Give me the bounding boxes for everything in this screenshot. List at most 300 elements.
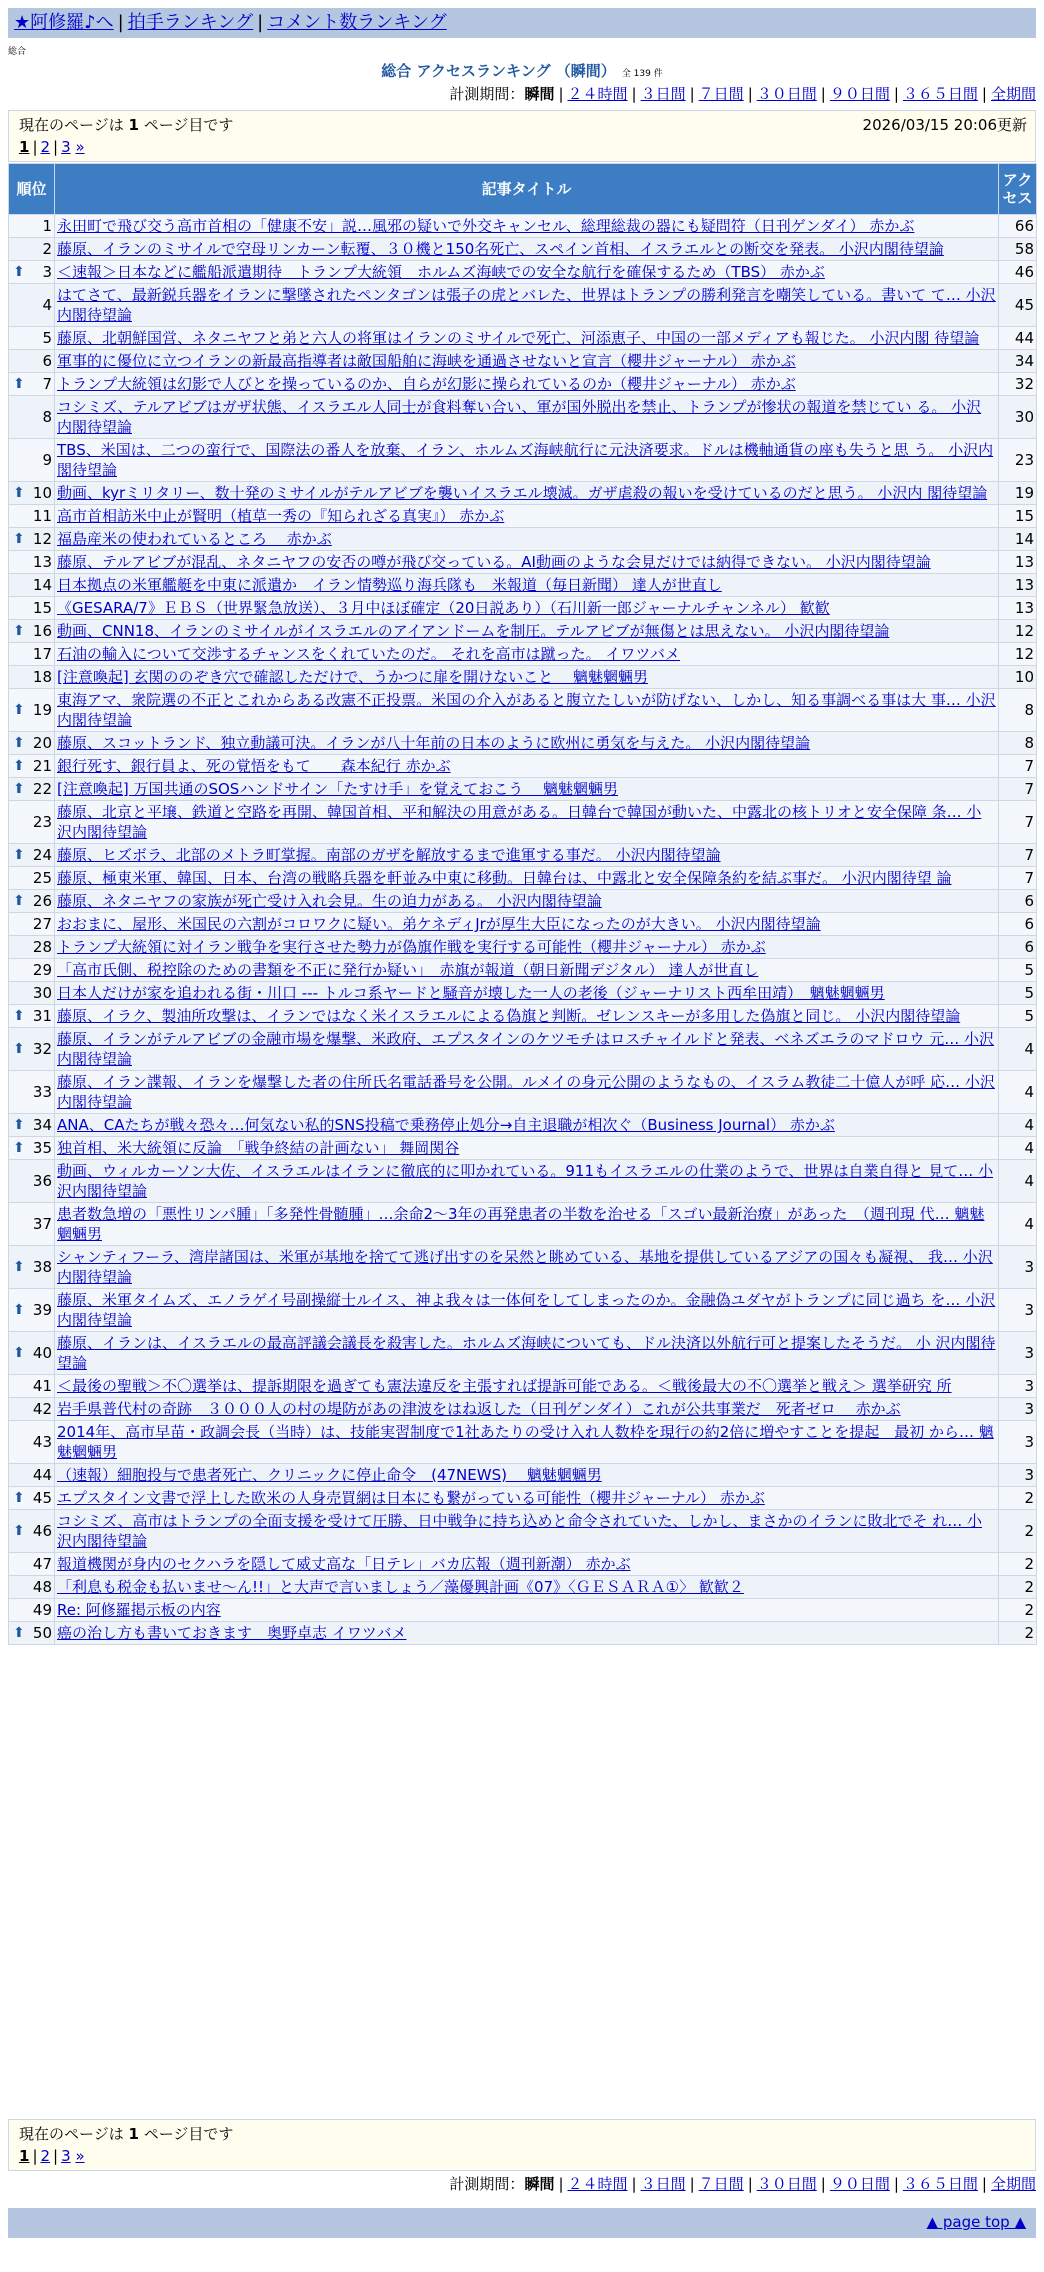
period-item-active: 瞬間	[524, 85, 555, 103]
rank-cell	[9, 528, 55, 551]
access-count: 8	[999, 689, 1037, 732]
category-label: 総合	[8, 47, 27, 57]
title-cell	[55, 1246, 999, 1289]
title-cell	[55, 261, 999, 284]
page-link[interactable]: 2	[40, 138, 51, 156]
table-row	[9, 844, 1037, 867]
table-row	[9, 1622, 1037, 1645]
period-link[interactable]: ７日間	[698, 85, 744, 103]
article-link[interactable]: [注意喚起] 玄関ののぞき穴で確認しただけで、うかつに扉を開けないこと 魑魅魍魎男	[57, 668, 648, 686]
rank-cell	[9, 551, 55, 574]
table-row	[9, 1510, 1037, 1553]
table-row	[9, 528, 1037, 551]
article-link[interactable]: おおまに、屋形、米国民の六割がコロワクに疑い。弟ケネディJrが厚生大臣になったのが大きい。 小沢内閣待望論	[57, 915, 821, 933]
rank-number: 36	[32, 1172, 52, 1190]
rank-cell	[9, 1028, 55, 1071]
access-count: 15	[999, 505, 1037, 528]
rank-number: 35	[32, 1139, 52, 1157]
title-cell	[55, 373, 999, 396]
access-count: 7	[999, 778, 1037, 801]
rank-number: 7	[42, 375, 52, 393]
ranking-title-text: 総合 アクセスランキング （瞬間）	[381, 62, 616, 80]
title-cell	[55, 350, 999, 373]
access-count: 3	[999, 1398, 1037, 1421]
rank-cell	[9, 505, 55, 528]
title-cell	[55, 1028, 999, 1071]
rank-cell	[9, 620, 55, 643]
period-separator: |	[689, 2175, 695, 2193]
access-count: 5	[999, 982, 1037, 1005]
article-link[interactable]: 日本人だけが家を追われる街・川口 --- トルコ系ヤードと騒音が壊した一人の老後（ジャーナリスト西牟田靖） 魑魅魍魎男	[57, 984, 885, 1002]
access-count: 66	[999, 215, 1037, 238]
title-cell	[55, 643, 999, 666]
article-link[interactable]: 藤原、イラン諜報、イランを爆撃した者の住所氏名電話番号を公開。ルメイの身元公開のようなもの、イスラム教徒二十億人が呼 応… 小沢内閣待望論	[57, 1073, 995, 1111]
article-link[interactable]: 藤原、イラク、製油所攻撃は、イランではなく米イスラエルによる偽旗と判断。ゼレンスキーが多用した偽旗と同じ。 小沢内閣待望論	[57, 1007, 961, 1025]
article-link[interactable]: トランプ大統領に対イラン戦争を実行させた勢力が偽旗作戦を実行する可能性（櫻井ジャーナル） 赤かぶ	[57, 938, 766, 956]
period-link[interactable]: ２４時間	[567, 2175, 628, 2193]
rank-cell	[9, 1510, 55, 1553]
article-link[interactable]: [注意喚起] 万国共通のSOSハンドサイン「たすけ手」を覚えておこう 魑魅魍魎男	[57, 780, 619, 798]
current-page-text: 現在のページは 1 ページ目です	[19, 2125, 234, 2143]
rank-number: 34	[32, 1116, 52, 1134]
rank-cell	[9, 261, 55, 284]
table-row	[9, 643, 1037, 666]
bottom-bar	[8, 2208, 1036, 2238]
title-cell	[55, 1332, 999, 1375]
pagination-bottom	[19, 2146, 1025, 2166]
article-link[interactable]: はてさて、最新鋭兵器をイランに撃墜されたペンタゴンは張子の虎とバレた、世界はトランプの勝利発言を嘲笑している。書いて て… 小沢内閣待望論	[57, 286, 996, 324]
access-count: 58	[999, 238, 1037, 261]
article-link[interactable]: エプスタイン文書で浮上した欧米の人身売買網は日本にも繋がっている可能性（櫻井ジャーナル） 赤かぶ	[57, 1489, 765, 1507]
rank-number: 14	[32, 576, 52, 594]
article-link[interactable]: 藤原、イランがテルアビブの金融市場を爆撃、米政府、エプスタインのケツモチはロスチャイルドと発表、ベネズエラのマドロウ 元… 小沢内閣待望論	[57, 1030, 994, 1068]
access-count: 8	[999, 732, 1037, 755]
article-link[interactable]: ＜速報＞日本などに艦船派遣期待 トランプ大統領 ホルムズ海峡での安全な航行を確保するため（TBS） 赤かぶ	[57, 263, 825, 281]
current-page-text: 現在のページは 1 ページ目です	[19, 116, 234, 134]
next-page-link[interactable]: »	[75, 138, 85, 156]
period-link[interactable]: ２４時間	[567, 85, 628, 103]
access-count: 2	[999, 1553, 1037, 1576]
rank-up-arrow-icon: ⬆	[13, 485, 25, 501]
period-label: 計測期間：	[449, 2175, 525, 2193]
access-count: 3	[999, 1289, 1037, 1332]
table-row	[9, 261, 1037, 284]
title-cell	[55, 1375, 999, 1398]
article-link[interactable]: 2014年、高市早苗・政調会長（当時）は、技能実習制度で1社あたりの受け入れ人数枠を現行の約2倍に増やすことを提起 最初 から… 魑魅魍魎男	[57, 1423, 994, 1461]
rank-number: 16	[32, 622, 52, 640]
article-link[interactable]: ＜最後の聖戦＞不〇選挙は、提訴期限を過ぎても憲法違反を主張すれば提訴可能である。＜戦後最大の不〇選挙と戦え＞ 選挙研究 所	[57, 1377, 952, 1395]
home-link[interactable]: ★阿修羅♪へ	[14, 12, 114, 33]
title-cell	[55, 528, 999, 551]
article-link[interactable]: 報道機関が身内のセクハラを隠して威丈高な「日テレ」バカ広報（週刊新潮） 赤かぶ	[57, 1555, 631, 1573]
rank-cell	[9, 238, 55, 261]
rank-up-arrow-icon: ⬆	[13, 1008, 25, 1024]
access-count: 12	[999, 643, 1037, 666]
table-row	[9, 439, 1037, 482]
rank-cell	[9, 1160, 55, 1203]
rank-cell	[9, 1487, 55, 1510]
period-link[interactable]: ３日間	[640, 2175, 686, 2193]
rank-cell	[9, 284, 55, 327]
rank-cell	[9, 439, 55, 482]
rank-up-arrow-icon: ⬆	[13, 893, 25, 909]
rank-up-arrow-icon: ⬆	[13, 264, 25, 280]
article-link[interactable]: 軍事的に優位に立つイランの新最高指導者は敵国船舶に海峡を通過させないと宣言（櫻井ジャーナル） 赤かぶ	[57, 352, 796, 370]
article-link[interactable]: Re: 阿修羅掲示板の内容	[57, 1601, 221, 1619]
rank-number: 30	[32, 984, 52, 1002]
access-count: 3	[999, 1375, 1037, 1398]
title-cell	[55, 505, 999, 528]
nav-separator: |	[117, 12, 124, 33]
article-link[interactable]: 藤原、北京と平壌、鉄道と空路を再開、韓国首相、平和解決の用意がある。日韓台で韓国が動いた、中露北の核トリオと安全保障 条… 小沢内閣待望論	[57, 803, 982, 841]
article-link[interactable]: 動画、ウィルカーソン大佐、イスラエルはイランに徹底的に叩かれている。911もイスラエルの仕業のようで、世界は自業自得と 見て… 小沢内閣待望論	[57, 1162, 994, 1200]
rank-cell	[9, 982, 55, 1005]
article-link[interactable]: 藤原、テルアビブが混乱、ネタニヤフの安否の噂が飛び交っている。AI動画のような会見だけでは納得できない。 小沢内閣待望論	[57, 553, 931, 571]
table-row	[9, 597, 1037, 620]
rank-number: 29	[32, 961, 52, 979]
rank-cell	[9, 482, 55, 505]
period-selector-bottom	[449, 2174, 1036, 2194]
title-cell	[55, 755, 999, 778]
table-row	[9, 1421, 1037, 1464]
rank-cell	[9, 1289, 55, 1332]
article-link[interactable]: 藤原、ヒズボラ、北部のメトラ町掌握。南部のガザを解放するまで進軍する事だ。 小沢内閣待望論	[57, 846, 721, 864]
col-title-header: 記事タイトル	[55, 164, 999, 215]
title-cell	[55, 689, 999, 732]
title-cell	[55, 1114, 999, 1137]
access-count: 5	[999, 1005, 1037, 1028]
rank-number: 47	[32, 1555, 52, 1573]
rank-number: 42	[32, 1400, 52, 1418]
period-link[interactable]: ３０日間	[756, 85, 817, 103]
rank-number: 25	[32, 869, 52, 887]
access-count: 3	[999, 1246, 1037, 1289]
rank-number: 2	[42, 240, 52, 258]
rank-cell	[9, 936, 55, 959]
title-cell	[55, 890, 999, 913]
period-link[interactable]: ３６５日間	[902, 85, 978, 103]
rank-cell	[9, 732, 55, 755]
rank-cell	[9, 597, 55, 620]
rank-number: 5	[42, 329, 52, 347]
period-link[interactable]: ３６５日間	[902, 2175, 978, 2193]
rank-cell	[9, 1398, 55, 1421]
rank-number: 28	[32, 938, 52, 956]
table-row	[9, 505, 1037, 528]
title-cell	[55, 732, 999, 755]
rank-cell	[9, 350, 55, 373]
rank-number: 45	[32, 1489, 52, 1507]
period-label: 計測期間：	[449, 85, 525, 103]
rank-cell	[9, 1599, 55, 1622]
rank-cell	[9, 643, 55, 666]
period-separator: |	[820, 85, 826, 103]
rank-number: 49	[32, 1601, 52, 1619]
article-link[interactable]: 東海アマ、衆院選の不正とこれからある改憲不正投票。米国の介入があると腹立たしいが防げない、しかし、知る事調べる事は大 事… 小沢内閣待望論	[57, 691, 996, 729]
title-cell	[55, 867, 999, 890]
article-link[interactable]: 永田町で飛び交う高市首相の「健康不安」説…風邪の疑いで外交キャンセル、総理総裁の器にも疑問符（日刊ゲンダイ） 赤かぶ	[57, 217, 915, 235]
period-separator: |	[981, 2175, 987, 2193]
table-row	[9, 396, 1037, 439]
article-link[interactable]: コシミズ、テルアビブはガザ状態、イスラエル人同士が食料奪い合い、軍が国外脱出を禁止、トランプが惨状の報道を禁じてい る。 小沢内閣待望論	[57, 398, 982, 436]
article-link[interactable]: 藤原、スコットランド、独立動議可決。イランが八十年前の日本のように欧州に勇気を与えた。 小沢内閣待望論	[57, 734, 811, 752]
title-cell	[55, 396, 999, 439]
period-separator: |	[747, 85, 753, 103]
period-link[interactable]: 全期間	[990, 2175, 1036, 2193]
title-cell	[55, 1553, 999, 1576]
nav-separator: |	[257, 12, 264, 33]
article-link[interactable]: TBS、米国は、二つの蛮行で、国際法の番人を放棄、イラン、ホルムズ海峡航行に元決済要求。ドルは機軸通貨の座も失うと思 う。 小沢内閣待望論	[57, 441, 994, 479]
period-separator: |	[893, 2175, 899, 2193]
period-separator: |	[631, 85, 637, 103]
article-link[interactable]: 動画、kyrミリタリー、数十発のミサイルがテルアビブを襲いイスラエル壊滅。ガザ虐殺の報いを受けているのだと思う。 小沢内 閣待望論	[57, 484, 988, 502]
access-count: 2	[999, 1599, 1037, 1622]
total-count: 全 139 件	[621, 69, 663, 79]
period-link[interactable]: 全期間	[990, 85, 1036, 103]
period-separator: |	[981, 85, 987, 103]
article-link[interactable]: 動画、CNN18、イランのミサイルがイスラエルのアイアンドームを制圧。テルアビブが無傷とは思えない。 小沢内閣待望論	[57, 622, 890, 640]
title-cell	[55, 439, 999, 482]
rank-up-arrow-icon: ⬆	[13, 1302, 25, 1318]
page-link[interactable]: 2	[40, 2147, 51, 2165]
pagination-top	[19, 137, 1025, 157]
rank-number: 15	[32, 599, 52, 617]
access-count: 12	[999, 620, 1037, 643]
table-row	[9, 778, 1037, 801]
title-cell	[55, 982, 999, 1005]
access-count: 34	[999, 350, 1037, 373]
col-access-header: アクセス	[999, 164, 1037, 215]
rank-cell	[9, 1071, 55, 1114]
article-link[interactable]: 独首相、米大統領に反論 「戦争終結の計画ない」 舞岡関谷	[57, 1139, 460, 1157]
access-count: 13	[999, 597, 1037, 620]
title-cell	[55, 1421, 999, 1464]
rank-number: 19	[32, 701, 52, 719]
pagination-separator: |	[32, 138, 38, 156]
rank-cell	[9, 801, 55, 844]
title-cell	[55, 1487, 999, 1510]
article-link[interactable]: ANA、CAたちが戦々恐々…何気ない私的SNS投稿で乗務停止処分→自主退職が相次ぐ（Business Journal） 赤かぶ	[57, 1116, 835, 1134]
page-current: 1	[19, 2147, 30, 2165]
pagination-separator: |	[53, 138, 59, 156]
article-link[interactable]: 「利息も税金も払いませ〜ん!!」と大声で言いましょう／藻優興計画《07》〈ＧＥＳＡＲＡ①〉 歓歓２	[57, 1578, 744, 1596]
rank-number: 10	[32, 484, 52, 502]
rank-up-arrow-icon: ⬆	[13, 376, 25, 392]
page-info-top	[8, 110, 1036, 162]
table-row	[9, 913, 1037, 936]
table-row	[9, 867, 1037, 890]
table-row	[9, 350, 1037, 373]
rank-up-arrow-icon: ⬆	[13, 781, 25, 797]
title-cell	[55, 238, 999, 261]
table-row	[9, 1114, 1037, 1137]
title-cell	[55, 1599, 999, 1622]
rank-number: 38	[32, 1258, 52, 1276]
access-count: 6	[999, 913, 1037, 936]
period-selector-top	[449, 84, 1036, 104]
article-link[interactable]: コシミズ、高市はトランプの全面支援を受けて圧勝、日中戦争に持ち込めと命令されていた、しかし、まさかのイランに敗北でそ れ… 小沢内閣待望論	[57, 1512, 982, 1550]
article-link[interactable]: 藤原、ネタニヤフの家族が死亡受け入れ会見。生の迫力がある。 小沢内閣待望論	[57, 892, 602, 910]
article-link[interactable]: 銀行死す、銀行員よ、死の覚悟をもて 森本紀行 赤かぶ	[57, 757, 451, 775]
rank-cell	[9, 867, 55, 890]
period-separator: |	[631, 2175, 637, 2193]
table-row	[9, 284, 1037, 327]
title-cell	[55, 1576, 999, 1599]
access-count: 7	[999, 867, 1037, 890]
title-cell	[55, 1398, 999, 1421]
article-link[interactable]: 患者数急増の「悪性リンパ腫」「多発性骨髄腫」…余命2～3年の再発患者の半数を治せる「スゴい最新治療」があった （週刊現 代… 魑魅魍魎男	[57, 1205, 985, 1243]
table-row	[9, 1599, 1037, 1622]
comment-ranking-link[interactable]: コメント数ランキング	[267, 12, 447, 33]
top-nav	[8, 8, 1036, 38]
access-count: 5	[999, 959, 1037, 982]
access-count: 7	[999, 844, 1037, 867]
table-row	[9, 1375, 1037, 1398]
rank-number: 24	[32, 846, 52, 864]
title-cell	[55, 482, 999, 505]
title-cell	[55, 844, 999, 867]
title-cell	[55, 574, 999, 597]
rank-number: 11	[32, 507, 52, 525]
table-row	[9, 1203, 1037, 1246]
article-link[interactable]: 藤原、北朝鮮国営、ネタニヤフと弟と六人の将軍はイランのミサイルで死亡、河添恵子、中国の一部メディアも報じた。 小沢内閣 待望論	[57, 329, 980, 347]
rank-cell	[9, 1421, 55, 1464]
rank-up-arrow-icon: ⬆	[13, 702, 25, 718]
rank-number: 27	[32, 915, 52, 933]
access-count: 23	[999, 439, 1037, 482]
article-link[interactable]: トランプ大統領は幻影で人びとを操っているのか、自らが幻影に操られているのか（櫻井ジャーナル） 赤かぶ	[57, 375, 796, 393]
next-page-link[interactable]: »	[75, 2147, 85, 2165]
title-cell	[55, 913, 999, 936]
rank-up-arrow-icon: ⬆	[13, 1345, 25, 1361]
article-link[interactable]: 福島産米の使われているところ 赤かぶ	[57, 530, 332, 548]
article-link[interactable]: 「高市氏側、税控除のための書類を不正に発行か疑い」 赤旗が報道（朝日新聞デジタル） 達人が世直し	[57, 961, 759, 979]
rank-cell	[9, 1005, 55, 1028]
rank-number: 9	[42, 451, 52, 469]
rank-number: 12	[32, 530, 52, 548]
article-link[interactable]: 藤原、イランのミサイルで空母リンカーン転覆、３０機と150名死亡、スペイン首相、イスラエルとの断交を発表。 小沢内閣待望論	[57, 240, 944, 258]
rank-number: 3	[42, 263, 52, 281]
period-separator: |	[689, 85, 695, 103]
col-rank-header: 順位	[9, 164, 55, 215]
table-row	[9, 1289, 1037, 1332]
article-link[interactable]: 藤原、極東米軍、韓国、日本、台湾の戦略兵器を軒並み中東に移動。日韓台は、中露北と安全保障条約を結ぶ事だ。 小沢内閣待望 論	[57, 869, 952, 887]
rank-up-arrow-icon: ⬆	[13, 1523, 25, 1539]
title-cell	[55, 1464, 999, 1487]
access-count: 14	[999, 528, 1037, 551]
article-link[interactable]: 藤原、イランは、イスラエルの最高評議会議長を殺害した。ホルムズ海峡についても、ドル決済以外航行可と提案したそうだ。 小 沢内閣待望論	[57, 1334, 996, 1372]
article-link[interactable]: 高市首相訪米中止が賢明（植草一秀の『知られざる真実』） 赤かぶ	[57, 507, 505, 525]
rank-cell	[9, 574, 55, 597]
pagination-separator: |	[32, 2147, 38, 2165]
rank-number: 50	[32, 1624, 52, 1642]
table-row	[9, 215, 1037, 238]
rank-up-arrow-icon: ⬆	[13, 623, 25, 639]
table-row	[9, 890, 1037, 913]
table-row	[9, 1071, 1037, 1114]
rank-number: 18	[32, 668, 52, 686]
period-separator: |	[893, 85, 899, 103]
period-separator: |	[558, 2175, 564, 2193]
rank-cell	[9, 1464, 55, 1487]
applause-ranking-link[interactable]: 拍手ランキング	[127, 12, 254, 33]
page-link[interactable]: 3	[61, 2147, 71, 2165]
access-count: 2	[999, 1576, 1037, 1599]
table-row	[9, 1137, 1037, 1160]
access-count: 44	[999, 327, 1037, 350]
access-count: 46	[999, 261, 1037, 284]
article-link[interactable]: 岩手県普代村の奇跡 ３０００人の村の堤防があの津波をはね返した（日刊ゲンダイ）これが公共事業だ 死者ゼロ 赤かぶ	[57, 1400, 901, 1418]
table-row	[9, 801, 1037, 844]
article-link[interactable]: 癌の治し方も書いておきます 奥野卓志 イワツバメ	[57, 1624, 407, 1642]
period-link[interactable]: ９０日間	[829, 2175, 890, 2193]
page-top-link[interactable]: ▲ page top ▲	[926, 2213, 1026, 2231]
title-cell	[55, 1160, 999, 1203]
table-row	[9, 1332, 1037, 1375]
table-row	[9, 373, 1037, 396]
rank-cell	[9, 396, 55, 439]
title-cell	[55, 1289, 999, 1332]
table-row	[9, 1464, 1037, 1487]
table-row	[9, 1246, 1037, 1289]
table-row	[9, 482, 1037, 505]
rank-cell	[9, 1332, 55, 1375]
period-separator: |	[747, 2175, 753, 2193]
period-link[interactable]: ３日間	[640, 85, 686, 103]
period-link[interactable]: ９０日間	[829, 85, 890, 103]
rank-cell	[9, 1137, 55, 1160]
rank-up-arrow-icon: ⬆	[13, 1625, 25, 1641]
rank-number: 33	[32, 1083, 52, 1101]
page-link[interactable]: 3	[61, 138, 71, 156]
rank-up-arrow-icon: ⬆	[13, 847, 25, 863]
period-link[interactable]: ３０日間	[756, 2175, 817, 2193]
article-link[interactable]: 《GESARA/7》ＥＢＳ（世界緊急放送）、３月中ほぼ確定（20日説あり）（石川新一郎ジャーナルチャンネル） 歓歓	[57, 599, 830, 617]
table-row	[9, 1028, 1037, 1071]
article-link[interactable]: 藤原、米軍タイムズ、エノラゲイ号副操縦士ルイス、神よ我々は一体何をしてしまったのか。金融偽ユダヤがトランプに同じ過ち を… 小沢内閣待望論	[57, 1291, 996, 1329]
updated-timestamp: 2026/03/15 20:06更新	[862, 116, 1027, 134]
rank-cell	[9, 755, 55, 778]
article-link[interactable]: シャンティフーラ、湾岸諸国は、米軍が基地を捨てて逃げ出すのを呆然と眺めている、基地を提供しているアジアの国々も凝視、 我… 小沢内閣待望論	[57, 1248, 993, 1286]
title-cell	[55, 1622, 999, 1645]
rank-number: 6	[42, 352, 52, 370]
access-count: 7	[999, 755, 1037, 778]
period-link[interactable]: ７日間	[698, 2175, 744, 2193]
rank-cell	[9, 373, 55, 396]
rank-cell	[9, 1246, 55, 1289]
article-link[interactable]: （速報）細胞投与で患者死亡、クリニックに停止命令 (47NEWS) 魑魅魍魎男	[57, 1466, 602, 1484]
rank-number: 46	[32, 1522, 52, 1540]
rank-up-arrow-icon: ⬆	[13, 1490, 25, 1506]
table-row	[9, 238, 1037, 261]
access-count: 3	[999, 1332, 1037, 1375]
title-cell	[55, 597, 999, 620]
title-cell	[55, 1203, 999, 1246]
rank-cell	[9, 689, 55, 732]
table-row	[9, 755, 1037, 778]
article-link[interactable]: 日本拠点の米軍艦艇を中東に派遣か イラン情勢巡り海兵隊も 米報道（毎日新聞） 達人が世直し	[57, 576, 722, 594]
article-link[interactable]: 石油の輸入について交渉するチャンスをくれていたのだ。 それを高市は蹴った。 イワツバメ	[57, 645, 681, 663]
rank-cell	[9, 666, 55, 689]
access-count: 3	[999, 1421, 1037, 1464]
rank-up-arrow-icon: ⬆	[13, 531, 25, 547]
table-row	[9, 551, 1037, 574]
period-item-active: 瞬間	[524, 2175, 555, 2193]
rank-number: 13	[32, 553, 52, 571]
pagination-separator: |	[53, 2147, 59, 2165]
title-cell	[55, 620, 999, 643]
title-cell	[55, 959, 999, 982]
